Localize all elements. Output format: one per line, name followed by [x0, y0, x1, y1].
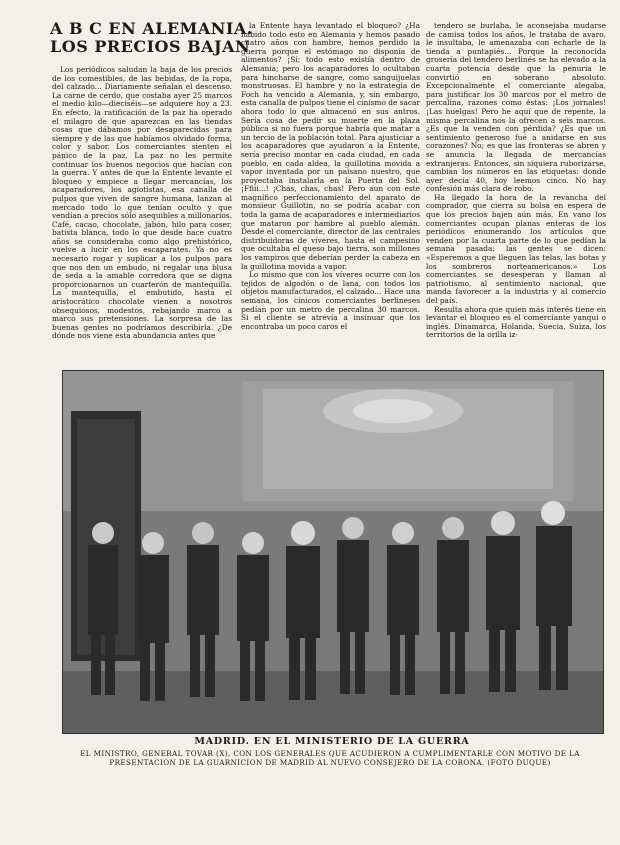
column-2-paragraph-2: Lo mismo que con los víveres ocurre con los tejidos de algodón o de lana, con todos los objetos manufacturados, el calzado... Hace una semana, los cínicos comerciantes berlineses pedían por un metro de percalina 30 marcos. Si el cliente se atrevía a insinuar que los encontraba un poco caros el [241, 270, 420, 331]
column-3-paragraph-1: tendero se burlaba, le aconsejaba mudarse de camisa todos los años, le trataba de avaro, le insultaba, le amenazaba con echarle de la tienda a puntapiés... Porque la reconocida grosería del tendero berlinés se ha elevado a la cuarta potencia desde que la penuria le convirtió en soberano absoluto. Excepcionalmente el comerciante alegaba, para justificar los 30 marcos por el metro de percalina, razones como éstas: ¡Los jornales! ¡Las huelgas! Pero he aquí que de repente, la misma percalina nos la ofrecen a seis marcos. ¿Es que la venden con pérdida? ¿Es que un sentimiento generoso fué a anidarse en sus corazones? No; es que las fronteras se abren y se anuncia la llegada de mercancías extranjeras. Entonces, sin siquiera ruborizarse, cambian los números en las etiquetas: donde ayer decía 40, hoy leemos cinco. No hay confesión más clara de robo. [426, 22, 606, 194]
article-headline [50, 19, 253, 56]
photo-caption-text: EL MINISTRO, GENERAL TOVAR (X), CON LOS GENERALES QUE ACUDIERON A CUMPLIMENTARLE CON MOTIVO DE LA PRESENTACION DE LA GUARNICION DE MADRID AL NUEVO CONSEJERO DE LA CORONA. (FOTO DUQUE) [80, 749, 580, 767]
headline-line-1: A B C EN ALEMANIA. [50, 19, 253, 38]
photo-caption-title: MADRID. EN EL MINISTERIO DE LA GUERRA [194, 736, 470, 747]
column-1-paragraph-1: Los periódicos saludan la baja de los precios de los comestibles, de las bebidas, de la ropa, del calzado... Diariamente señalan el descenso. La carne de cerdo, que costaba ayer 25 marcos el medio kilo—dieciséis—se adquiere hoy a 23. En efecto, la ratificación de la paz ha operado el milagro de que aparezcan en las tiendas cosas que dábamos por desaparecidas para siempre y de las que habíamos olvidado forma, color y sabor. Los comerciantes sienten el pánico de la paz. La paz no les permite continuar los buenos negocios que hacían con la guerra. Y antes de que la Entente levante el bloqueo y empiece a llegar mercancías, los acaparadores, los agiotistas, esa canalla de pulpos que viven de sangre humana, lanzan al mercado todo lo que tenían oculto y que vendían a precios sólo asequibles a millonarios. Café, cacao, chocolate, jabón, hilo para coser, batista blanca, todo lo que desde hace cuatro años se consideraba como algo prehistórico, vuelve a lucir en los escaparates. Ya no es necesario rogar y suplicar a los pulpos para que nos den un embudo, ni regalar una blusa de seda a la amable corredora que se digna proporcionarnos un cuarterón de mantequilla. La mantequilla, el embutido, hasta el aristocrático chocolate vienen a nosotros obsequiosos, modestos, rebajando marco a marco sus pretensiones. La sorpresa de las buenas gentes no podríamos describirla. ¿De dónde nos viene esta abundancia antes que [52, 66, 232, 341]
article-column-3 [426, 22, 606, 362]
column-3-paragraph-3: Resulta ahora que quien más interés tiene en levantar el bloqueo es el comerciante yanqui o inglés. Dinamarca, Holanda, Suecia, Suiza, los territorios de la orilla iz- [426, 304, 606, 340]
article-column-1 [52, 66, 232, 366]
photo-illustration [63, 371, 603, 733]
column-3-paragraph-2: Ha llegado la hora de la revancha del comprador, que cierra su bolsa en espera de que los precios bajen aún más. En vano los comerciantes ocupan planas enteras de los periódicos enumerando los artículos que venden por la cuarta parte de lo que pedían la semana pasada; las gentes se dicen: «Esperemos a que lleguen las telas, las botas y los sombreros norteamericanos.» Los comerciantes se desesperan y llaman al patriotismo, al sentimiento nacional, que manda favorecer a la industria y al comercio del país. [426, 192, 606, 305]
group-photograph [62, 370, 604, 734]
column-2-paragraph-1: la Entente haya levantado el bloqueo? ¿Ha habido todo esto en Alemania y hemos pasado cuatro años con hambre, hemos perdido la guerra porque el estómago no disponía de alimentos? ¡Sí; todo esto existía dentro de Alemania; pero los acaparadores lo ocultaban para hincharse de sangre, como sanguijuelas monstruosas. El hambre y no la estrategia de Foch ha vencido a Alemania, y, sin embargo, esta canalla de pulpos tiene el cinismo de sacar ahora todo lo que almacenó en sus antros. Sería cosa de pedir su muerte en la plaza pública si no fuera porque habría que matar a un tercio de la población total. Para ajusticiar a los acaparadores que ayudaron a la Entente, sería preciso montar en cada ciudad, en cada pueblo, en cada aldea, la guillotina movida a vapor inventada por un paisano nuestro, que proyectaba instalarla en la Puerta del Sol. ¡Ffiii...! ¡Chas, chas, chas! Pero aun con este magnífico perfeccionamiento del aparato de monsieur Guillotin, no se podría acabar con toda la gama de acaparadores e intermediarios que mataron por hambre al pueblo alemán. Desde el comerciante, director de las centrales distribuidoras de víveres, hasta el campesino que ocultaba el queso bajo tierra, son millones los vampiros que deberían perder la cabeza en la guillotina movida a vapor. [241, 22, 420, 271]
headline-line-2: LOS PRECIOS BAJAN [50, 37, 251, 56]
article-column-2 [241, 22, 420, 362]
